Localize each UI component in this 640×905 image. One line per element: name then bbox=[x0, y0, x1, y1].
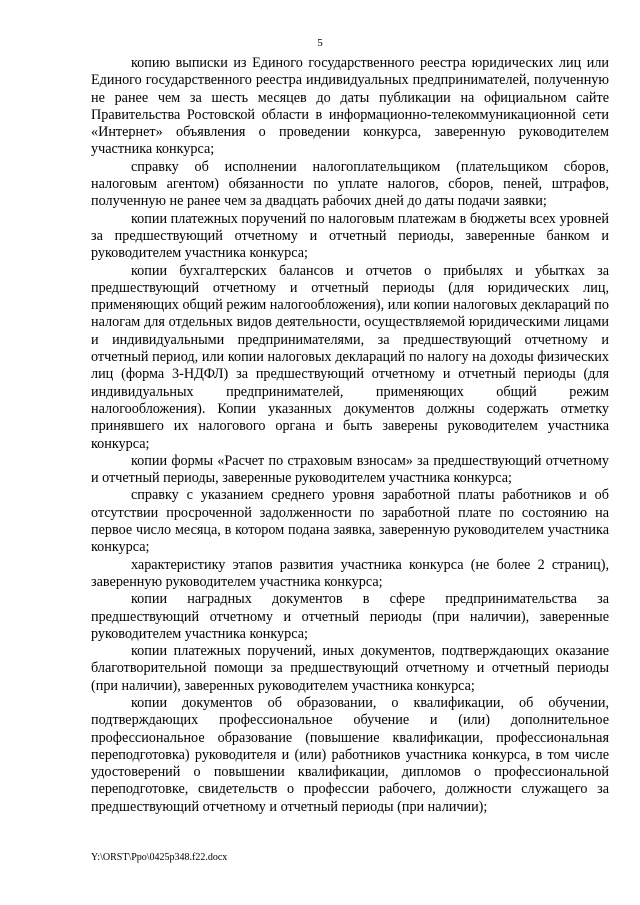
paragraph-extract-registry: копию выписки из Единого государственного реестра юридических лиц или Единого государственного реестра индивидуальных предпринимателей, полученную не ранее чем за шесть месяцев до даты публикации на официальном сайте Правительства Ростовской области в информационно-телекоммуникационной сети «Интернет» объявления о проведении конкурса, заверенную руководителем участника конкурса; bbox=[91, 55, 609, 158]
paragraph-award-documents: копии наградных документов в сфере предпринимательства за предшествующий отчетному и отчетный периоды (при наличии), заверенные руководителем участника конкурса; bbox=[91, 591, 609, 642]
paragraph-salary-certificate: справку с указанием среднего уровня заработной платы работников и об отсутствии просроченной задолженности по заработной плате по состоянию на первое число месяца, в котором подана заявка, заверенную руководителем участника конкурса; bbox=[91, 487, 609, 556]
paragraph-accounting-balances: копии бухгалтерских балансов и отчетов о прибылях и убытках за предшествующий отчетному и отчетный периоды (для юридических лиц, применяющих общий режим налогообложения), или копии налоговых деклараций по налогам для отдельных видов деятельности, осуществляемой юридическими лицами и индивидуальными предпринимателями, за предшествующий отчетному и отчетный период, или копии налоговых деклараций по налогу на доходы физических лиц (форма 3-НДФЛ) за предшествующий отчетному и отчетный периоды (для индивидуальных предпринимателей, применяющих общий режим налогообложения). Копии указанных документов должны содержать отметку принявшего их налогового органа и быть заверены руководителем участника конкурса; bbox=[91, 262, 609, 452]
footer-file-path: Y:\ORST\Ppo\0425p348.f22.docx bbox=[91, 852, 228, 863]
paragraph-insurance-contributions: копии формы «Расчет по страховым взносам» за предшествующий отчетному и отчетный периоды, заверенные руководителем участника конкурса; bbox=[91, 452, 609, 487]
paragraph-payment-orders: копии платежных поручений по налоговым платежам в бюджеты всех уровней за предшествующий отчетному и отчетный периоды, заверенные банком и руководителем участника конкурса; bbox=[91, 210, 609, 262]
paragraph-charity-documents: копии платежных поручений, иных документов, подтверждающих оказание благотворительной помощи за предшествующий отчетному и отчетный периоды (при наличии), заверенных руководителем участника конкурса; bbox=[91, 643, 609, 694]
page-number: 5 bbox=[317, 37, 323, 49]
paragraph-education-documents: копии документов об образовании, о квалификации, об обучении, подтверждающих профессиональное обучение и (или) дополнительное профессиональное образование (повышение квалификации, профессиональная переподготовка) руководителя и (или) работников участника конкурса, в том числе удостоверений о повышении квалификации, дипломов о профессиональной переподготовке, свидетельств о профессии рабочего, должности служащего за предшествующий отчетному и отчетный периоды (при наличии); bbox=[91, 694, 609, 815]
document-body bbox=[91, 55, 609, 816]
paragraph-development-stages: характеристику этапов развития участника конкурса (не более 2 страниц), заверенную руководителем участника конкурса; bbox=[91, 556, 609, 590]
paragraph-tax-certificate: справку об исполнении налогоплательщиком (плательщиком сборов, налоговым агентом) обязанности по уплате налогов, сборов, пеней, штрафов, полученную не ранее чем за двадцать рабочих дней до даты подачи заявки; bbox=[91, 158, 609, 210]
